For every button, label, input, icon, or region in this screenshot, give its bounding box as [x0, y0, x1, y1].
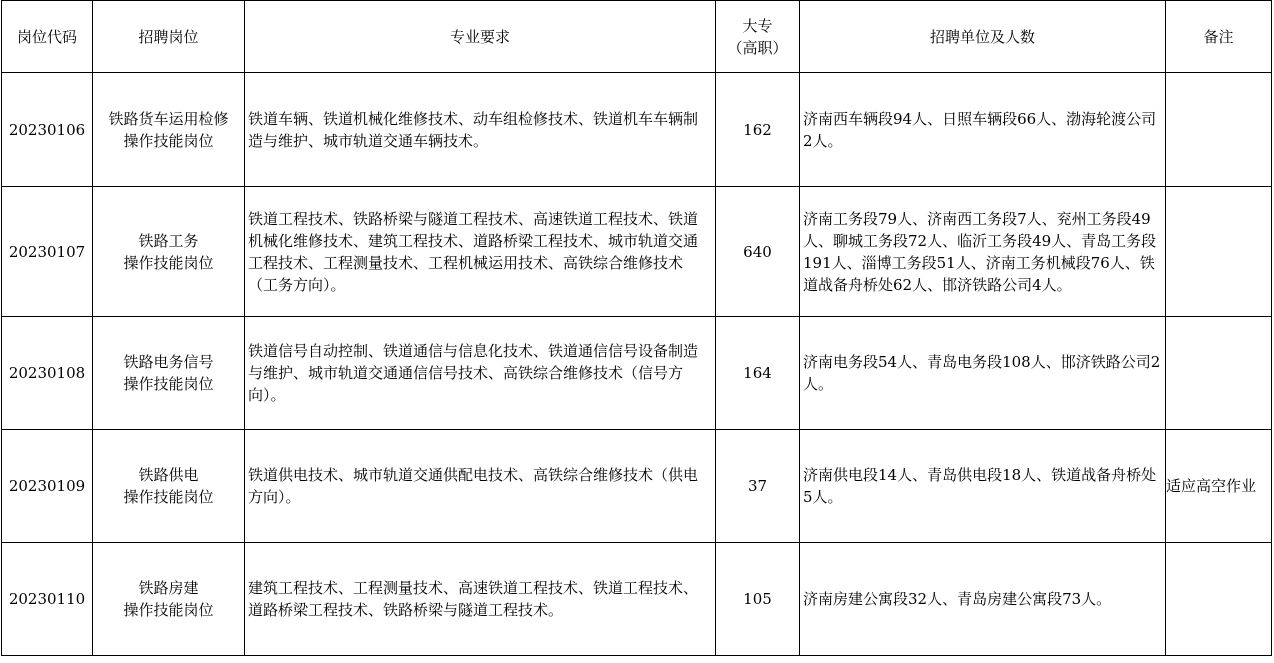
cell-count: 640: [716, 187, 800, 317]
cell-position: [93, 543, 245, 656]
cell-major: 铁道信号自动控制、铁道通信与信息化技术、铁道通信信号设备制造与维护、城市轨道交通通信信号技术、高铁综合维修技术（信号方向）。: [245, 317, 716, 430]
cell-major: 铁道工程技术、铁路桥梁与隧道工程技术、高速铁道工程技术、铁道机械化维修技术、建筑工程技术、道路桥梁工程技术、城市轨道交通工程技术、工程测量技术、工程机械运用技术、高铁综合维修技术（工务方向）。: [245, 187, 716, 317]
cell-major: 铁道车辆、铁道机械化维修技术、动车组检修技术、铁道机车车辆制造与维护、城市轨道交通车辆技术。: [245, 73, 716, 187]
position-line1: 铁路供电: [138, 466, 199, 484]
table-row: [2, 430, 1272, 543]
cell-units: 济南西车辆段94人、日照车辆段66人、渤海轮渡公司2人。: [800, 73, 1166, 187]
table-row: [2, 73, 1272, 187]
position-line2: 操作技能岗位: [123, 488, 214, 506]
cell-remark: [1166, 543, 1272, 656]
cell-code: 20230107: [2, 187, 93, 317]
position-line2: 操作技能岗位: [123, 131, 214, 150]
table-row: [2, 543, 1272, 656]
cell-remark: [1166, 317, 1272, 430]
header-count-line1: 大专: [742, 16, 773, 35]
header-code: 岗位代码: [2, 1, 93, 73]
cell-remark: [1166, 73, 1272, 187]
header-units: 招聘单位及人数: [800, 1, 1166, 73]
cell-code: 20230109: [2, 430, 93, 543]
cell-units: 济南供电段14人、青岛供电段18人、铁道战备舟桥处5人。: [800, 430, 1166, 543]
cell-units: 济南工务段79人、济南西工务段7人、兖州工务段49人、聊城工务段72人、临沂工务段49人、青岛工务段191人、淄博工务段51人、济南工务机械段76人、铁道战备舟桥处62人、邯济铁路公司4人。: [800, 187, 1166, 317]
table-header-row: [2, 1, 1272, 73]
cell-count: 37: [716, 430, 800, 543]
cell-count: 105: [716, 543, 800, 656]
header-remark: 备注: [1166, 1, 1272, 73]
cell-remark: [1166, 187, 1272, 317]
header-count: [716, 1, 800, 73]
position-line1: 铁路房建: [138, 579, 199, 597]
cell-position: [93, 73, 245, 187]
position-line2: 操作技能岗位: [123, 601, 214, 619]
header-major: 专业要求: [245, 1, 716, 73]
cell-position: [93, 430, 245, 543]
recruitment-table: [1, 0, 1272, 656]
cell-remark: 适应高空作业: [1166, 430, 1272, 543]
position-line2: 操作技能岗位: [123, 253, 214, 272]
cell-units: 济南电务段54人、青岛电务段108人、邯济铁路公司2人。: [800, 317, 1166, 430]
cell-code: 20230108: [2, 317, 93, 430]
cell-position: [93, 317, 245, 430]
cell-code: 20230110: [2, 543, 93, 656]
cell-major: 铁道供电技术、城市轨道交通供配电技术、高铁综合维修技术（供电方向）。: [245, 430, 716, 543]
cell-count: 162: [716, 73, 800, 187]
header-count-line2: （高职）: [727, 38, 788, 57]
table-row: [2, 187, 1272, 317]
cell-major: 建筑工程技术、工程测量技术、高速铁道工程技术、铁道工程技术、道路桥梁工程技术、铁路桥梁与隧道工程技术。: [245, 543, 716, 656]
position-line2: 操作技能岗位: [123, 375, 214, 393]
position-line1: 铁路货车运用检修: [108, 109, 229, 128]
header-position: 招聘岗位: [93, 1, 245, 73]
cell-units: 济南房建公寓段32人、青岛房建公寓段73人。: [800, 543, 1166, 656]
table-row: [2, 317, 1272, 430]
cell-count: 164: [716, 317, 800, 430]
cell-code: 20230106: [2, 73, 93, 187]
position-line1: 铁路工务: [138, 231, 199, 250]
cell-position: [93, 187, 245, 317]
position-line1: 铁路电务信号: [123, 353, 214, 371]
